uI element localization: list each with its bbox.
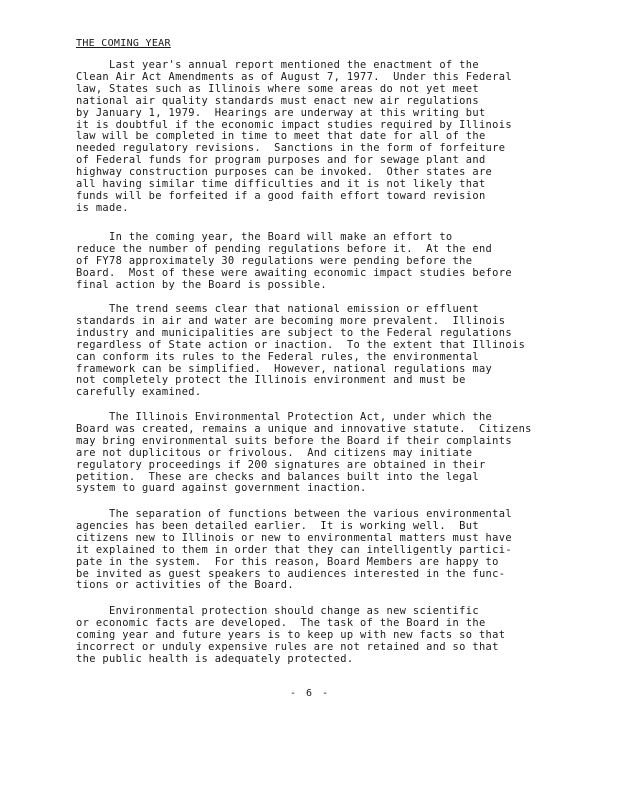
text-line: it is doubtful if the economic impact studies required by Illinois bbox=[76, 118, 512, 131]
section-heading: THE COMING YEAR bbox=[76, 38, 171, 49]
text-line: Board. Most of these were awaiting economic impact studies before bbox=[76, 266, 512, 279]
text-line: is made. bbox=[76, 201, 129, 214]
text-line: highway construction purposes can be invoked. Other states are bbox=[76, 166, 493, 179]
text-line: carefully examined. bbox=[76, 386, 202, 399]
text-line: incorrect or unduly expensive rules are not retained and so that bbox=[76, 640, 499, 653]
page-number: - 6 - bbox=[290, 688, 331, 699]
text-line: are not duplicitous or frivolous. And citizens may initiate bbox=[76, 446, 473, 459]
text-line: final action by the Board is possible. bbox=[76, 278, 328, 291]
text-line: standards in air and water are becoming more prevalent. Illinois bbox=[76, 314, 506, 327]
text-line: agencies has been detailed earlier. It is working well. But bbox=[76, 519, 479, 532]
text-line: The trend seems clear that national emission or effluent bbox=[76, 303, 479, 315]
text-line: can conform its rules to the Federal rules, the environmental bbox=[76, 350, 479, 363]
paragraph-pending-regulations bbox=[76, 232, 576, 292]
paragraph-protection-act bbox=[76, 412, 576, 495]
text-line: law will be completed in time to meet that date for all of the bbox=[76, 130, 486, 143]
paragraph-separation-of-functions bbox=[76, 509, 576, 592]
text-line: petition. These are checks and balances built into the legal bbox=[76, 470, 479, 483]
text-line: regardless of State action or inaction. To the extent that Illinois bbox=[76, 338, 526, 351]
text-line: system to guard against government inaction. bbox=[76, 482, 367, 495]
text-line: needed regulatory revisions. Sanctions in the form of forfeiture bbox=[76, 142, 506, 155]
text-line: industry and municipalities are subject to the Federal regulations bbox=[76, 326, 512, 339]
text-line: it explained to them in order that they can intelligently partici- bbox=[76, 543, 512, 556]
text-line: regulatory proceedings if 200 signatures are obtained in their bbox=[76, 458, 486, 471]
text-line: The Illinois Environmental Protection Act, under which the bbox=[76, 411, 493, 423]
text-line: Last year's annual report mentioned the enactment of the bbox=[76, 59, 479, 71]
text-line: Board was created, remains a unique and innovative statute. Citizens bbox=[76, 422, 532, 435]
text-line: Environmental protection should change as new scientific bbox=[76, 605, 479, 617]
text-line: all having similar time difficulties and it is not likely that bbox=[76, 178, 486, 191]
text-line: coming year and future years is to keep up with new facts so that bbox=[76, 628, 506, 641]
text-line: of FY78 approximately 30 regulations were pending before the bbox=[76, 254, 473, 267]
text-line: the public health is adequately protected. bbox=[76, 652, 354, 665]
text-line: tions or activities of the Board. bbox=[76, 579, 294, 592]
paragraph-national-standards bbox=[76, 304, 576, 399]
text-line: or economic facts are developed. The task of the Board in the bbox=[76, 616, 486, 629]
text-line: reduce the number of pending regulations before it. At the end bbox=[76, 242, 493, 255]
text-line: national air quality standards must enact new air regulations bbox=[76, 94, 479, 107]
text-line: law, States such as Illinois where some areas do not yet meet bbox=[76, 82, 479, 95]
text-line: citizens new to Illinois or new to environmental matters must have bbox=[76, 531, 512, 544]
paragraph-environmental-protection bbox=[76, 606, 576, 666]
text-line: funds will be forfeited if a good faith effort toward revision bbox=[76, 189, 486, 202]
text-line: framework can be simplified. However, national regulations may bbox=[76, 362, 493, 375]
text-line: not completely protect the Illinois environment and must be bbox=[76, 374, 466, 387]
text-line: of Federal funds for program purposes and for sewage plant and bbox=[76, 154, 486, 167]
text-line: may bring environmental suits before the Board if their complaints bbox=[76, 434, 512, 447]
text-line: pate in the system. For this reason, Board Members are happy to bbox=[76, 555, 499, 568]
text-line: be invited as guest speakers to audiences interested in the func- bbox=[76, 567, 506, 580]
text-line: In the coming year, the Board will make an effort to bbox=[76, 231, 453, 243]
paragraph-clean-air-act bbox=[76, 60, 576, 215]
text-line: Clean Air Act Amendments as of August 7, 1977. Under this Federal bbox=[76, 70, 512, 83]
text-line: The separation of functions between the various environmental bbox=[76, 508, 512, 520]
text-line: by January 1, 1979. Hearings are underway at this writing but bbox=[76, 106, 486, 119]
